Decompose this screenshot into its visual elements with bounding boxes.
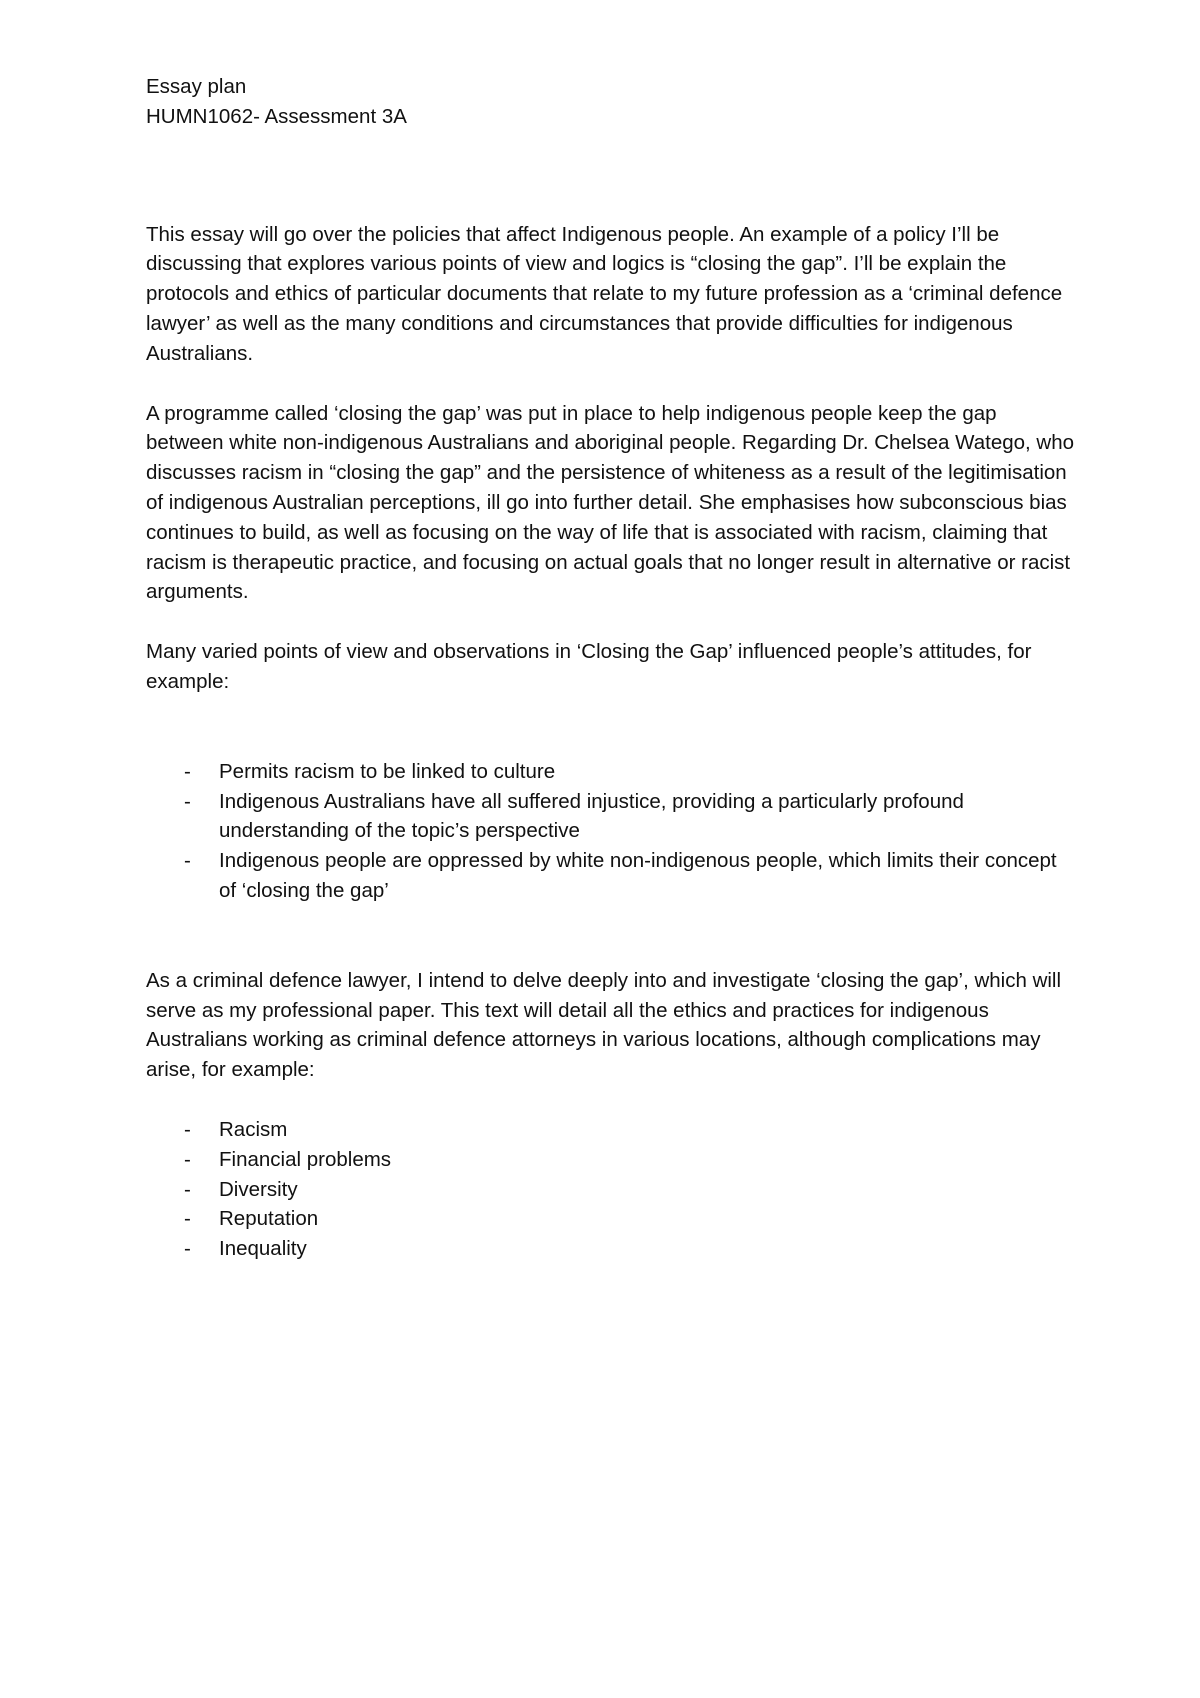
- complications-list: [146, 1115, 1076, 1264]
- list-item-text: Financial problems: [219, 1147, 392, 1171]
- views-list: [146, 757, 1076, 906]
- list-item-text: Reputation: [219, 1207, 319, 1231]
- document-subtitle: HUMN1062- Assessment 3A: [146, 104, 407, 128]
- views-paragraph: Many varied points of view and observations in ‘Closing the Gap’ influenced people’s attitudes, for example:: [146, 640, 1032, 693]
- list-item-text: Diversity: [219, 1177, 298, 1201]
- document-page: [146, 72, 1076, 1264]
- list-item: [146, 846, 1076, 906]
- bullet-dash: -: [184, 849, 191, 873]
- list-item: [146, 787, 1076, 847]
- list-item-text: Indigenous people are oppressed by white non-indigenous people, which limits their concept of ‘closing the gap’: [219, 849, 1057, 902]
- list-item: [146, 1234, 1076, 1264]
- list-item: [146, 1175, 1076, 1205]
- list-item-text: Permits racism to be linked to culture: [219, 759, 556, 783]
- bullet-dash: -: [184, 1207, 191, 1231]
- document-title: Essay plan: [146, 75, 247, 98]
- list-item: [146, 757, 1076, 787]
- list-item-text: Inequality: [219, 1237, 307, 1261]
- bullet-dash: -: [184, 789, 191, 813]
- lawyer-paragraph: As a criminal defence lawyer, I intend to delve deeply into and investigate ‘closing the gap’, which will serve as my professional paper. This text will detail all the ethics and practices for indigenous Australians working as criminal defence attorneys in various locations, although complications may arise, for example:: [146, 968, 1062, 1082]
- bullet-dash: -: [184, 1237, 191, 1261]
- list-item-text: Racism: [219, 1117, 288, 1141]
- bullet-dash: -: [184, 1147, 191, 1171]
- bullet-dash: -: [184, 1117, 191, 1141]
- list-item: [146, 1115, 1076, 1145]
- bullet-dash: -: [184, 759, 191, 783]
- list-item: [146, 1145, 1076, 1175]
- bullet-dash: -: [184, 1177, 191, 1201]
- programme-paragraph: A programme called ‘closing the gap’ was put in place to help indigenous people keep the gap between white non-indigenous Australians and aboriginal people. Regarding Dr. Chelsea Watego, who discusses racism in “closing the gap” and the persistence of whiteness as a result of the legitimisation of indigenous Australian perceptions, ill go into further detail. She emphasises how subconscious bias continues to build, as well as focusing on the way of life that is associated with racism, claiming that racism is therapeutic practice, and focusing on actual goals that no longer result in alternative or racist arguments.: [146, 401, 1075, 604]
- list-item-text: Indigenous Australians have all suffered injustice, providing a particularly profound understanding of the topic’s perspective: [219, 789, 964, 843]
- intro-paragraph: This essay will go over the policies that affect Indigenous people. An example of a policy I’ll be discussing that explores various points of view and logics is “closing the gap”. I’ll be explain the protocols and ethics of particular documents that relate to my future profession as a ‘criminal defence lawyer’ as well as the many conditions and circumstances that provide difficulties for indigenous Australians.: [146, 222, 1063, 365]
- list-item: [146, 1204, 1076, 1234]
